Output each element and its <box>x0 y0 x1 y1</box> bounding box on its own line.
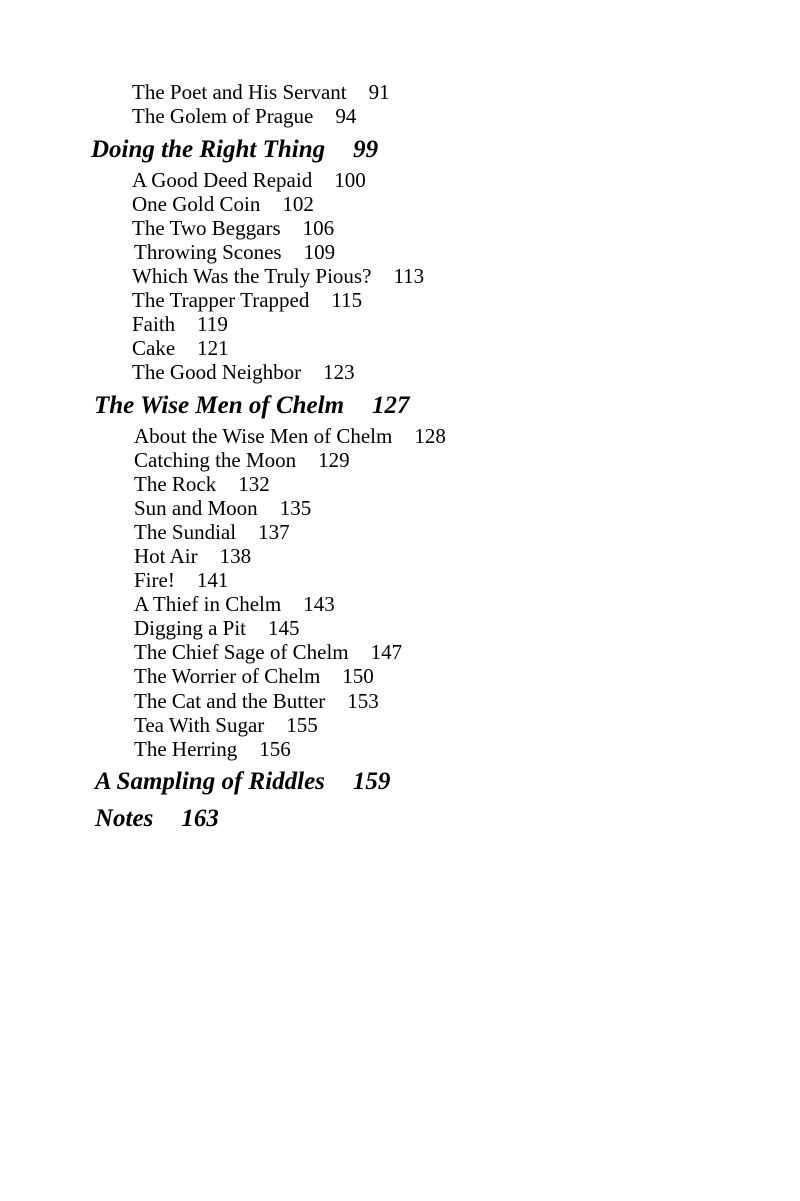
section-heading-title: The Wise Men of Chelm <box>94 392 345 419</box>
toc-entry <box>132 336 229 360</box>
section-heading <box>91 135 378 165</box>
toc-entry-title: One Gold Coin <box>132 192 261 216</box>
toc-entry-title: Catching the Moon <box>134 448 297 472</box>
toc-entry-page: 155 <box>286 713 318 737</box>
toc-entry-title: The Chief Sage of Chelm <box>134 640 349 664</box>
toc-entry-page: 113 <box>393 264 425 288</box>
toc-entry <box>134 640 402 664</box>
toc-entry-page: 91 <box>368 80 390 104</box>
toc-entry-page: 137 <box>258 520 290 544</box>
toc-entry-title: A Good Deed Repaid <box>132 168 313 192</box>
toc-entry <box>134 496 311 520</box>
toc-entry <box>132 80 390 104</box>
section-heading-page: 159 <box>352 768 391 795</box>
toc-entry-title: Tea With Sugar <box>134 713 265 737</box>
toc-entry-title: Fire! <box>134 568 175 592</box>
toc-entry-page: 121 <box>197 336 229 360</box>
toc-entry-title: The Poet and His Servant <box>132 80 347 104</box>
toc-entry-page: 115 <box>331 288 363 312</box>
toc-entry-page: 119 <box>197 312 228 336</box>
toc-entry-title: The Cat and the Butter <box>134 689 326 713</box>
toc-entry <box>134 616 300 640</box>
toc-entry <box>132 168 366 192</box>
toc-entry-title: The Sundial <box>134 520 237 544</box>
toc-entry-title: Sun and Moon <box>134 496 258 520</box>
toc-entry-title: The Golem of Prague <box>132 104 314 128</box>
toc-entry-title: The Worrier of Chelm <box>134 664 321 688</box>
toc-entry-page: 100 <box>334 168 366 192</box>
toc-entry-page: 123 <box>323 360 355 384</box>
toc-entry-page: 102 <box>282 192 314 216</box>
toc-entry-page: 132 <box>238 472 270 496</box>
toc-entry-title: The Herring <box>134 737 238 761</box>
toc-entry-title: Which Was the Truly Pious? <box>132 264 372 288</box>
toc-entry-page: 138 <box>219 544 252 568</box>
toc-entry-page: 145 <box>268 616 300 640</box>
toc-entry <box>132 360 355 384</box>
toc-entry-title: Faith <box>132 312 176 336</box>
toc-entry <box>134 568 228 592</box>
section-heading-title: A Sampling of Riddles <box>95 768 325 795</box>
toc-entry <box>134 689 379 713</box>
toc-entry-page: 109 <box>303 240 336 264</box>
toc-entry <box>132 192 314 216</box>
toc-entry-title: Hot Air <box>134 544 198 568</box>
section-heading <box>95 804 219 834</box>
toc-entry-page: 141 <box>196 568 229 592</box>
toc-entry <box>134 424 446 448</box>
toc-entry <box>134 713 318 737</box>
toc-entry-page: 128 <box>414 424 446 448</box>
toc-entry-page: 150 <box>342 664 374 688</box>
toc-entry-page: 153 <box>347 689 379 713</box>
toc-entry-title: The Rock <box>134 472 217 496</box>
section-heading-page: 127 <box>372 392 410 419</box>
toc-entry-title: Throwing Scones <box>134 240 282 264</box>
toc-entry <box>134 240 335 264</box>
toc-entry <box>132 264 424 288</box>
toc-entry-title: Digging a Pit <box>134 616 247 640</box>
section-heading <box>94 391 410 421</box>
section-heading-title: Notes <box>95 805 154 832</box>
toc-entry-page: 94 <box>335 104 357 128</box>
section-heading <box>95 767 390 797</box>
toc-entry-title: About the Wise Men of Chelm <box>134 424 393 448</box>
toc-entry <box>134 592 335 616</box>
toc-entry <box>134 520 290 544</box>
toc-entry <box>134 544 251 568</box>
toc-entry <box>132 312 228 336</box>
section-heading-title: Doing the Right Thing <box>91 136 326 163</box>
section-heading-page: 163 <box>181 805 219 832</box>
toc-entry-page: 135 <box>279 496 312 520</box>
toc-entry-page: 129 <box>318 448 350 472</box>
toc-entry <box>134 664 374 688</box>
toc-entry <box>134 448 350 472</box>
toc-entry-title: The Two Beggars <box>132 216 281 240</box>
toc-entry <box>132 104 356 128</box>
toc-entry-page: 156 <box>259 737 291 761</box>
toc-entry-title: Cake <box>132 336 176 360</box>
toc-entry-page: 143 <box>303 592 335 616</box>
toc-entry <box>134 472 270 496</box>
toc-entry-page: 106 <box>302 216 335 240</box>
toc-entry <box>132 288 362 312</box>
toc-entry-title: A Thief in Chelm <box>134 592 282 616</box>
toc-entry-title: The Good Neighbor <box>132 360 302 384</box>
section-heading-page: 99 <box>353 136 379 163</box>
toc-entry <box>134 737 291 761</box>
toc-entry-title: The Trapper Trapped <box>132 288 310 312</box>
toc-entry <box>132 216 334 240</box>
toc-entry-page: 147 <box>370 640 403 664</box>
